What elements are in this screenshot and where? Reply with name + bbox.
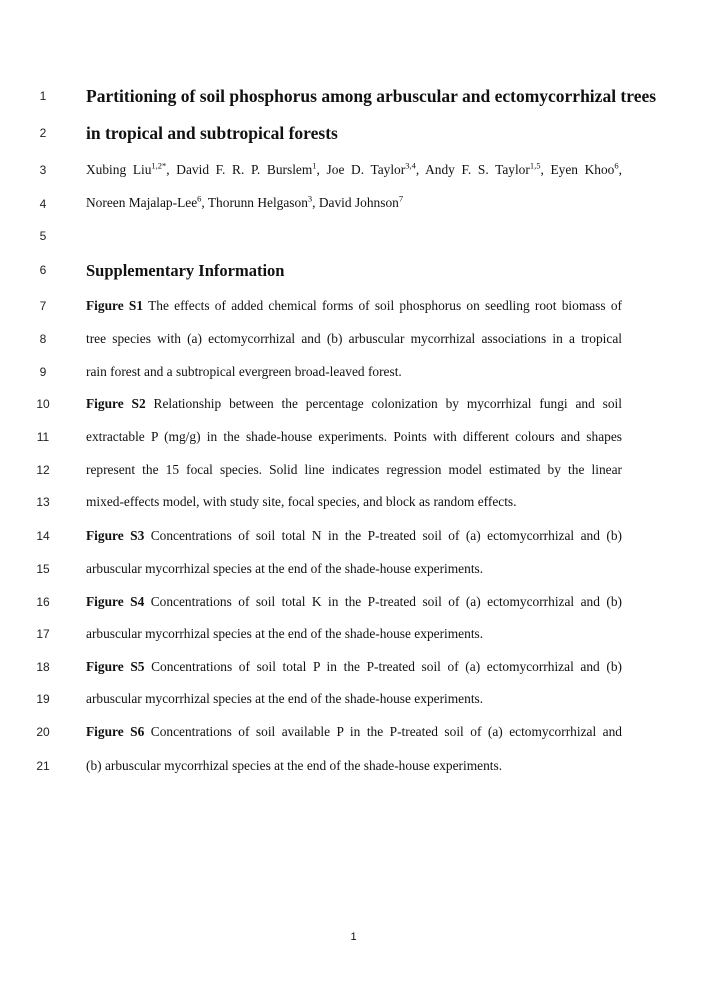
line-number: 8 <box>39 332 47 346</box>
line-number: 15 <box>36 562 50 576</box>
author-name: David F. R. P. Burslem <box>176 162 313 177</box>
figure-label: Figure S2 <box>86 396 146 411</box>
line-number: 3 <box>39 163 47 177</box>
line-number: 11 <box>36 430 50 444</box>
line-number: 6 <box>39 263 47 277</box>
author-separator: , <box>166 162 177 177</box>
line-number: 10 <box>36 397 50 411</box>
page-number: 1 <box>350 931 357 943</box>
line-number: 21 <box>36 759 50 773</box>
caption-text: Concentrations of soil total K in the P-treated soil of (a) ectomycorrhizal and (b) <box>144 594 622 609</box>
line-number: 20 <box>36 725 50 739</box>
author-affiliation: 7 <box>398 193 404 204</box>
caption-text: Relationship between the percentage colonization by mycorrhizal fungi and soil <box>145 396 622 411</box>
line-number: 13 <box>36 495 50 509</box>
figure-s5-caption-line-1 <box>86 659 622 675</box>
line-number: 18 <box>36 660 50 674</box>
figure-s4-caption-line-1 <box>86 594 622 610</box>
author-affiliation: 1,5 <box>529 160 541 171</box>
line-number: 17 <box>36 627 50 641</box>
figure-s3-caption-line-2: arbuscular mycorrhizal species at the end of the shade-house experiments. <box>86 561 484 576</box>
figure-s2-caption-line-3: represent the 15 focal species. Solid line indicates regression model estimated by the linear <box>86 462 622 477</box>
paper-title-line-1: Partitioning of soil phosphorus among arbuscular and ectomycorrhizal trees <box>86 86 657 106</box>
author-separator: , <box>316 162 327 177</box>
caption-text: The effects of added chemical forms of soil phosphorus on seedling root biomass of <box>143 298 622 313</box>
line-number: 12 <box>36 463 50 477</box>
figure-s6-caption-line-1 <box>86 724 622 740</box>
line-number: 5 <box>39 229 47 243</box>
caption-text: Concentrations of soil total P in the P-treated soil of (a) ectomycorrhizal and (b) <box>144 659 622 674</box>
author-separator: , <box>312 195 319 210</box>
author-list-line-1 <box>86 162 622 178</box>
author-separator: , <box>618 162 622 177</box>
author-separator: , <box>201 195 208 210</box>
figure-s2-caption-line-1 <box>86 396 622 412</box>
author-name: David Johnson <box>318 195 399 210</box>
author-name: Andy F. S. Taylor <box>425 162 530 177</box>
line-number: 14 <box>36 529 50 543</box>
author-affiliation: 6 <box>614 160 619 171</box>
author-separator: , <box>540 162 551 177</box>
figure-label: Figure S1 <box>86 298 144 313</box>
line-number: 16 <box>36 595 50 609</box>
figure-s2-caption-line-2: extractable P (mg/g) in the shade-house experiments. Points with different colours and shapes <box>86 429 622 444</box>
author-name: Thorunn Helgason <box>207 195 308 210</box>
line-number: 4 <box>39 197 47 211</box>
author-separator: , <box>415 162 426 177</box>
figure-s4-caption-line-2: arbuscular mycorrhizal species at the end of the shade-house experiments. <box>86 626 484 641</box>
line-number: 2 <box>39 126 47 140</box>
figure-label: Figure S3 <box>86 528 145 543</box>
figure-s6-caption-line-2: (b) arbuscular mycorrhizal species at the end of the shade-house experiments. <box>86 758 503 773</box>
author-name: Joe D. Taylor <box>326 162 406 177</box>
author-affiliation: 1 <box>312 160 317 171</box>
author-affiliation: 3,4 <box>405 160 416 171</box>
figure-s3-caption-line-1 <box>86 528 622 544</box>
figure-label: Figure S4 <box>86 594 145 609</box>
figure-label: Figure S5 <box>86 659 145 674</box>
figure-s1-caption-line-3: rain forest and a subtropical evergreen broad-leaved forest. <box>86 364 402 379</box>
figure-s5-caption-line-2: arbuscular mycorrhizal species at the end of the shade-house experiments. <box>86 691 484 706</box>
line-number: 1 <box>39 89 47 103</box>
author-name: Noreen Majalap-Lee <box>86 195 198 210</box>
caption-text: Concentrations of soil available P in the P-treated soil of (a) ectomycorrhizal and <box>144 724 622 739</box>
section-heading: Supplementary Information <box>86 261 285 280</box>
author-name: Eyen Khoo <box>550 162 615 177</box>
figure-s1-caption-line-1 <box>86 298 622 314</box>
author-list-line-2 <box>86 195 622 211</box>
author-affiliation: 6 <box>197 193 202 204</box>
figure-label: Figure S6 <box>86 724 145 739</box>
paper-title-line-2: in tropical and subtropical forests <box>86 123 338 143</box>
caption-text: Concentrations of soil total N in the P-treated soil of (a) ectomycorrhizal and (b) <box>144 528 622 543</box>
line-number: 19 <box>36 692 50 706</box>
author-affiliation: 1,2* <box>151 160 167 171</box>
author-affiliation: 3 <box>307 193 313 204</box>
figure-s1-caption-line-2: tree species with (a) ectomycorrhizal and (b) arbuscular mycorrhizal associations in a tropical <box>86 331 622 346</box>
author-name: Xubing Liu <box>86 162 152 177</box>
line-number: 9 <box>39 365 47 379</box>
figure-s2-caption-line-4: mixed-effects model, with study site, focal species, and block as random effects. <box>86 494 517 509</box>
line-number: 7 <box>39 299 47 313</box>
